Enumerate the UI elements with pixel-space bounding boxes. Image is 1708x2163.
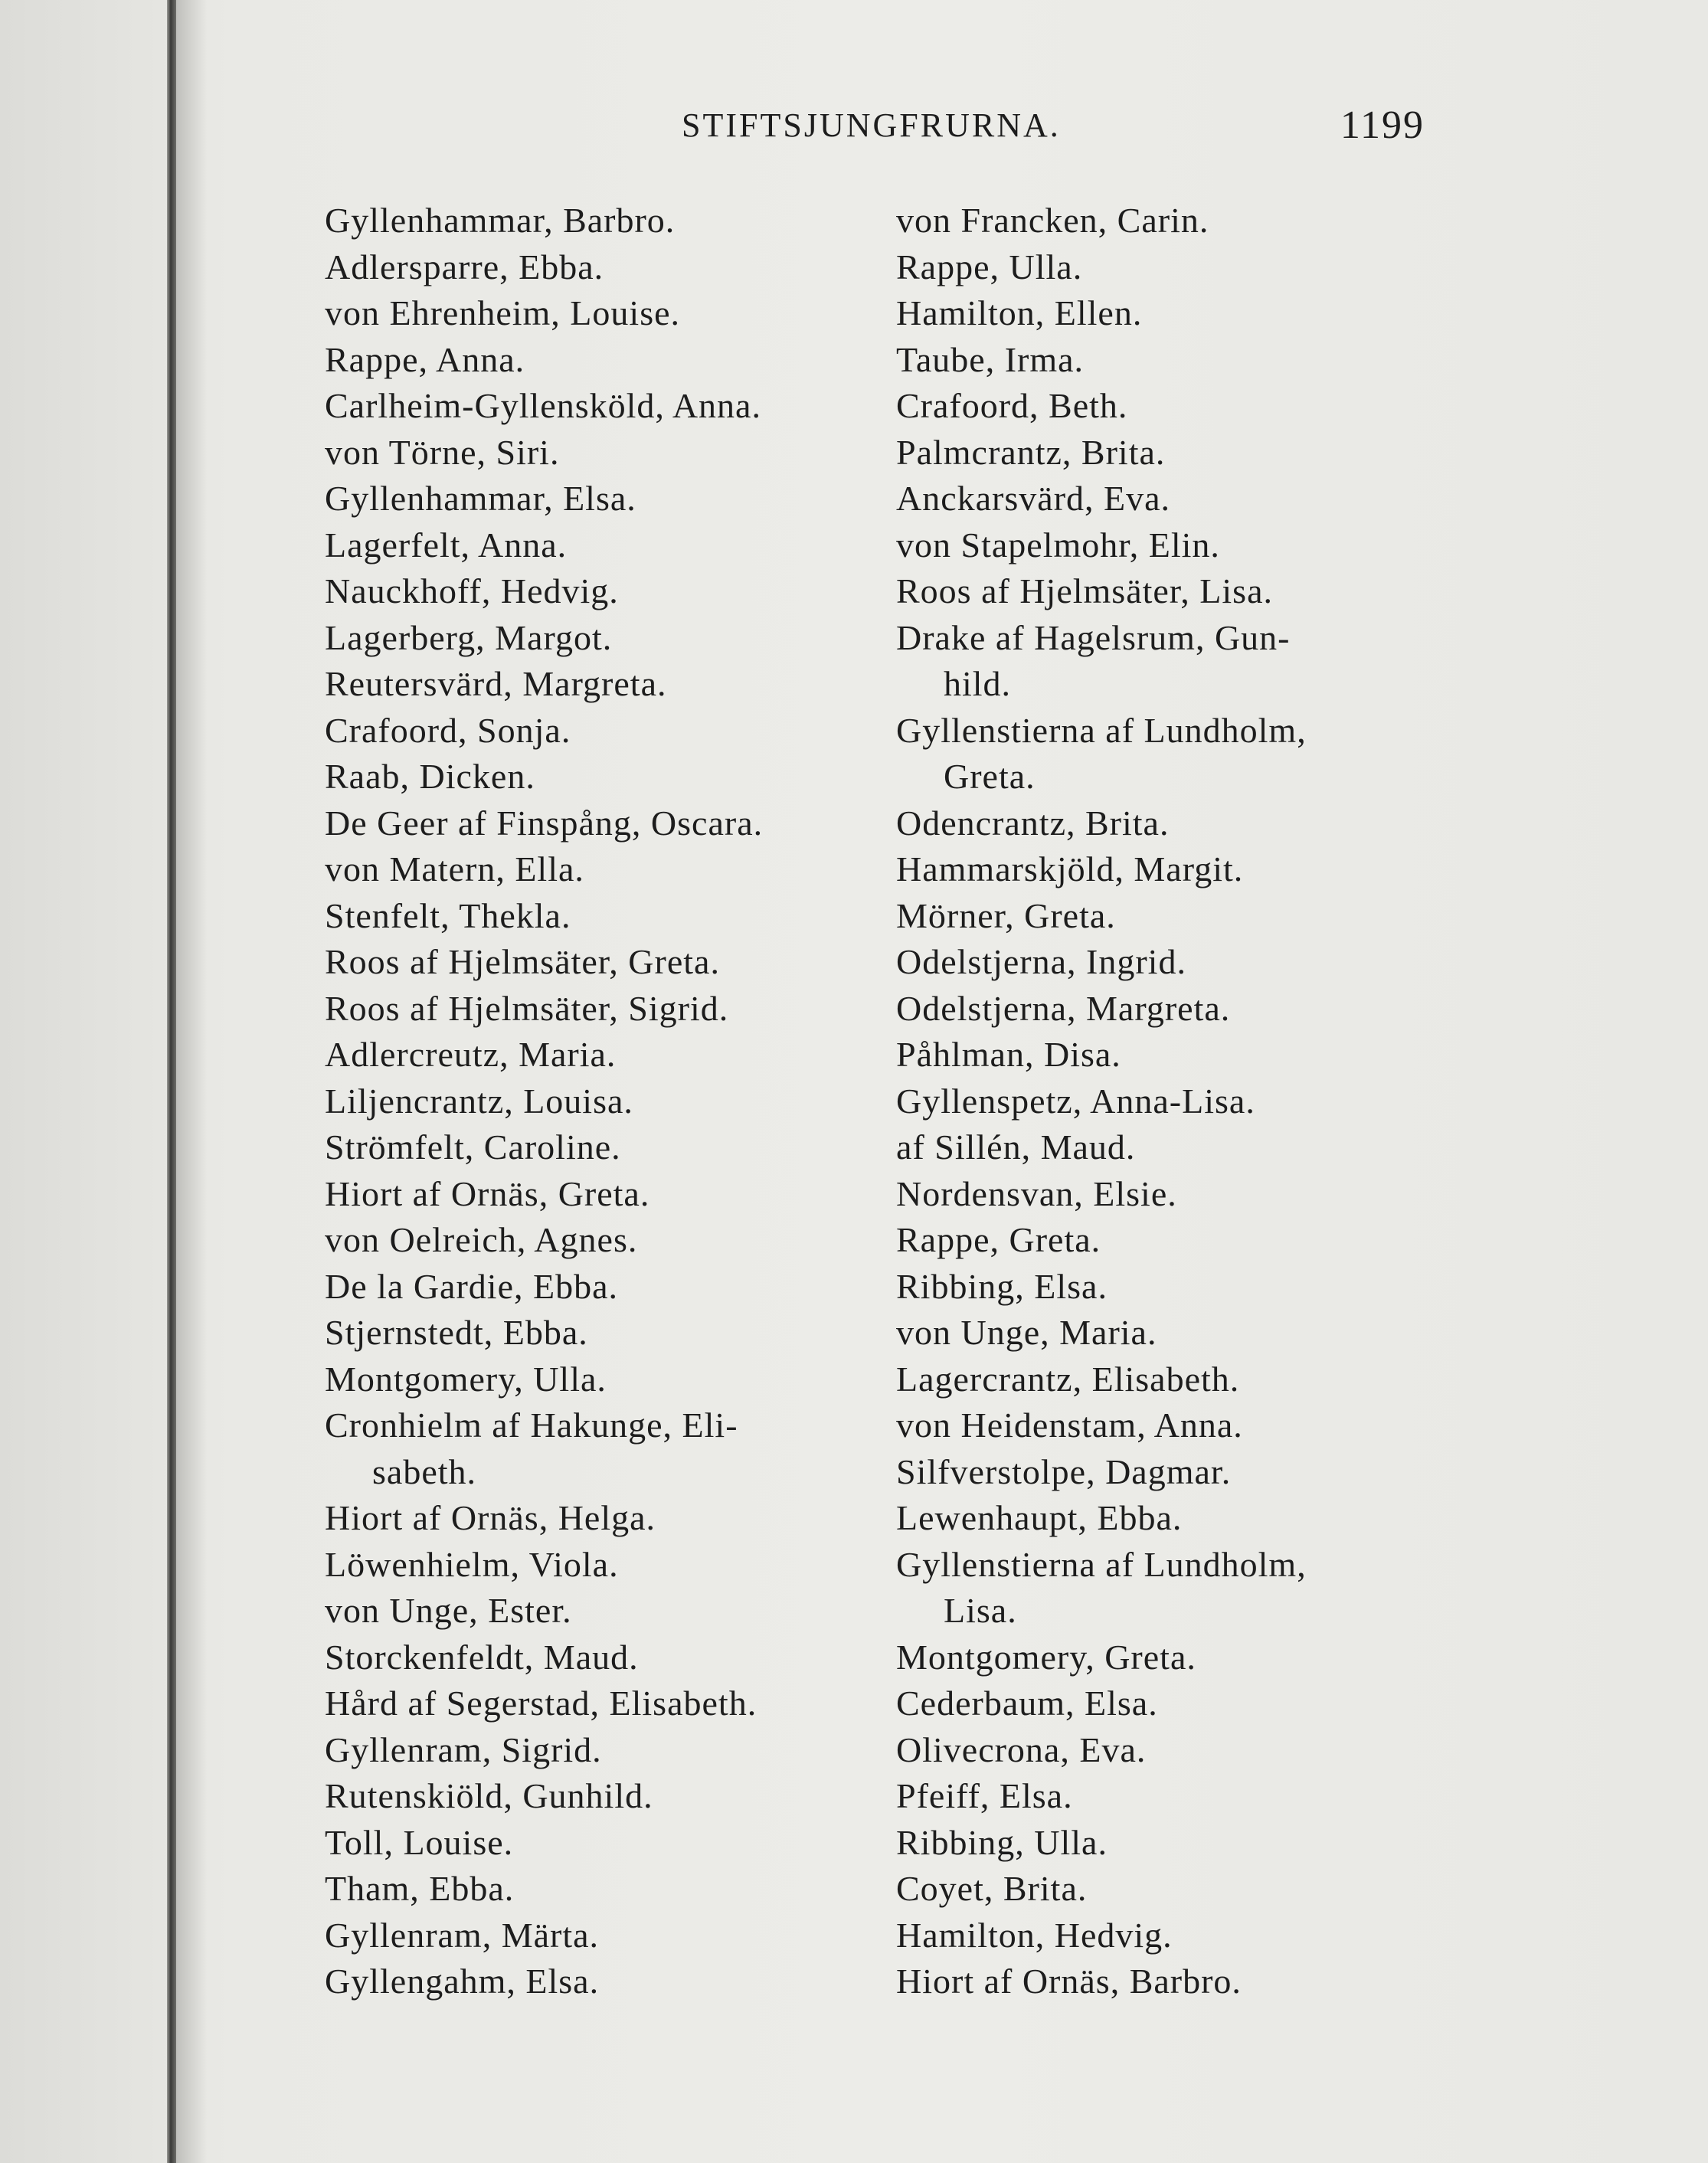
name-entry: Reutersvärd, Margreta. [325,664,667,703]
name-entry: Hiort af Ornäs, Greta. [325,1173,650,1213]
name-entry: Hammarskjöld, Margit. [896,849,1244,888]
name-entry: Strömfelt, Caroline. [325,1127,621,1167]
name-entry: Odencrantz, Brita. [896,803,1170,843]
name-entry: Gyllenstierna af Lundholm, [896,710,1307,750]
name-entry: Cronhielm af Hakunge, Eli- [325,1405,738,1445]
name-entry: Rappe, Anna. [325,339,525,379]
name-entry: Lisa. [944,1591,1017,1630]
page-binding-edge [167,0,176,2163]
name-entry: Olivecrona, Eva. [896,1729,1147,1769]
name-entry: Hiort af Ornäs, Barbro. [896,1962,1242,2001]
name-entry: hild. [944,664,1012,703]
name-entry: Crafoord, Sonja. [325,710,571,750]
binding-shadow [176,0,207,2163]
name-entry: von Francken, Carin. [896,201,1209,240]
name-entry: Rutenskiöld, Gunhild. [325,1776,653,1815]
name-entry: Adlercreutz, Maria. [325,1035,617,1074]
name-entry: Gyllenspetz, Anna-Lisa. [896,1081,1255,1121]
right-name-column [896,198,1432,2005]
name-entry: Coyet, Brita. [896,1869,1088,1908]
name-entry: von Matern, Ella. [325,849,584,888]
name-entry: Liljencrantz, Louisa. [325,1081,633,1121]
name-entry: Lewenhaupt, Ebba. [896,1498,1183,1537]
name-entry: Cederbaum, Elsa. [896,1684,1158,1723]
name-entry: von Stapelmohr, Elin. [896,525,1220,564]
name-entry: Nauckhoff, Hedvig. [325,571,619,610]
name-entry: Taube, Irma. [896,339,1085,379]
name-entry: Gyllenhammar, Elsa. [325,479,636,518]
name-entry: Greta. [944,757,1036,796]
name-entry: von Unge, Ester. [325,1591,572,1630]
name-entry: Stjernstedt, Ebba. [325,1313,588,1352]
name-entry: Ribbing, Ulla. [896,1822,1108,1862]
running-title: STIFTSJUNGFRURNA. [682,106,1061,144]
name-entry: Drake af Hagelsrum, Gun- [896,617,1291,657]
name-entry: Lagerfelt, Anna. [325,525,568,564]
name-entry: Hamilton, Hedvig. [896,1915,1173,1955]
name-entry: sabeth. [372,1451,477,1491]
name-entry: Mörner, Greta. [896,895,1116,935]
page-header [322,98,1425,153]
name-entry: Silfverstolpe, Dagmar. [896,1451,1232,1491]
name-entry: Storckenfeldt, Maud. [325,1637,639,1677]
name-entry: Crafoord, Beth. [896,386,1128,425]
name-entry: Lagerberg, Margot. [325,617,613,657]
name-entry: von Unge, Maria. [896,1313,1157,1352]
name-entry: Gyllenstierna af Lundholm, [896,1544,1307,1584]
name-entry: Odelstjerna, Ingrid. [896,942,1186,981]
name-entry: Montgomery, Greta. [896,1637,1196,1677]
name-entry: Rappe, Ulla. [896,247,1083,286]
name-entry: Gyllenram, Märta. [325,1915,600,1955]
name-entry: Montgomery, Ulla. [325,1359,607,1399]
name-entry: Gyllenram, Sigrid. [325,1729,602,1769]
name-entry: Nordensvan, Elsie. [896,1173,1177,1213]
name-entry: von Oelreich, Agnes. [325,1220,638,1259]
name-entry: Rappe, Greta. [896,1220,1101,1259]
name-entry: Raab, Dicken. [325,757,535,796]
name-entry: Adlersparre, Ebba. [325,247,604,286]
left-name-column [325,198,861,2005]
name-entry: Gyllengahm, Elsa. [325,1962,600,2001]
name-entry: Gyllenhammar, Barbro. [325,201,676,240]
name-entry: Toll, Louise. [325,1822,514,1862]
name-entry: Roos af Hjelmsäter, Greta. [325,942,720,981]
name-entry: Hård af Segerstad, Elisabeth. [325,1684,757,1723]
page-number: 1199 [1340,103,1425,147]
name-entry: Palmcrantz, Brita. [896,432,1166,472]
name-entry: von Törne, Siri. [325,432,560,472]
name-entry: Stenfelt, Thekla. [325,895,571,935]
name-entry: Hamilton, Ellen. [896,293,1143,332]
name-entry: Odelstjerna, Margreta. [896,988,1231,1028]
name-entry: Hiort af Ornäs, Helga. [325,1498,656,1537]
name-entry: Roos af Hjelmsäter, Sigrid. [325,988,729,1028]
name-entry: Pfeiff, Elsa. [896,1776,1073,1815]
name-entry: Tham, Ebba. [325,1869,515,1908]
name-entry: Påhlman, Disa. [896,1035,1121,1074]
name-entry: Lagercrantz, Elisabeth. [896,1359,1240,1399]
name-entry: Roos af Hjelmsäter, Lisa. [896,571,1273,610]
name-entry: De Geer af Finspång, Oscara. [325,803,764,843]
name-entry: Anckarsvärd, Eva. [896,479,1171,518]
name-entry: von Ehrenheim, Louise. [325,293,681,332]
name-entry: af Sillén, Maud. [896,1127,1136,1167]
name-entry: von Heidenstam, Anna. [896,1405,1243,1445]
name-entry: Ribbing, Elsa. [896,1266,1108,1306]
name-entry: De la Gardie, Ebba. [325,1266,619,1306]
name-entry: Löwenhielm, Viola. [325,1544,619,1584]
name-entry: Carlheim-Gyllensköld, Anna. [325,386,761,425]
